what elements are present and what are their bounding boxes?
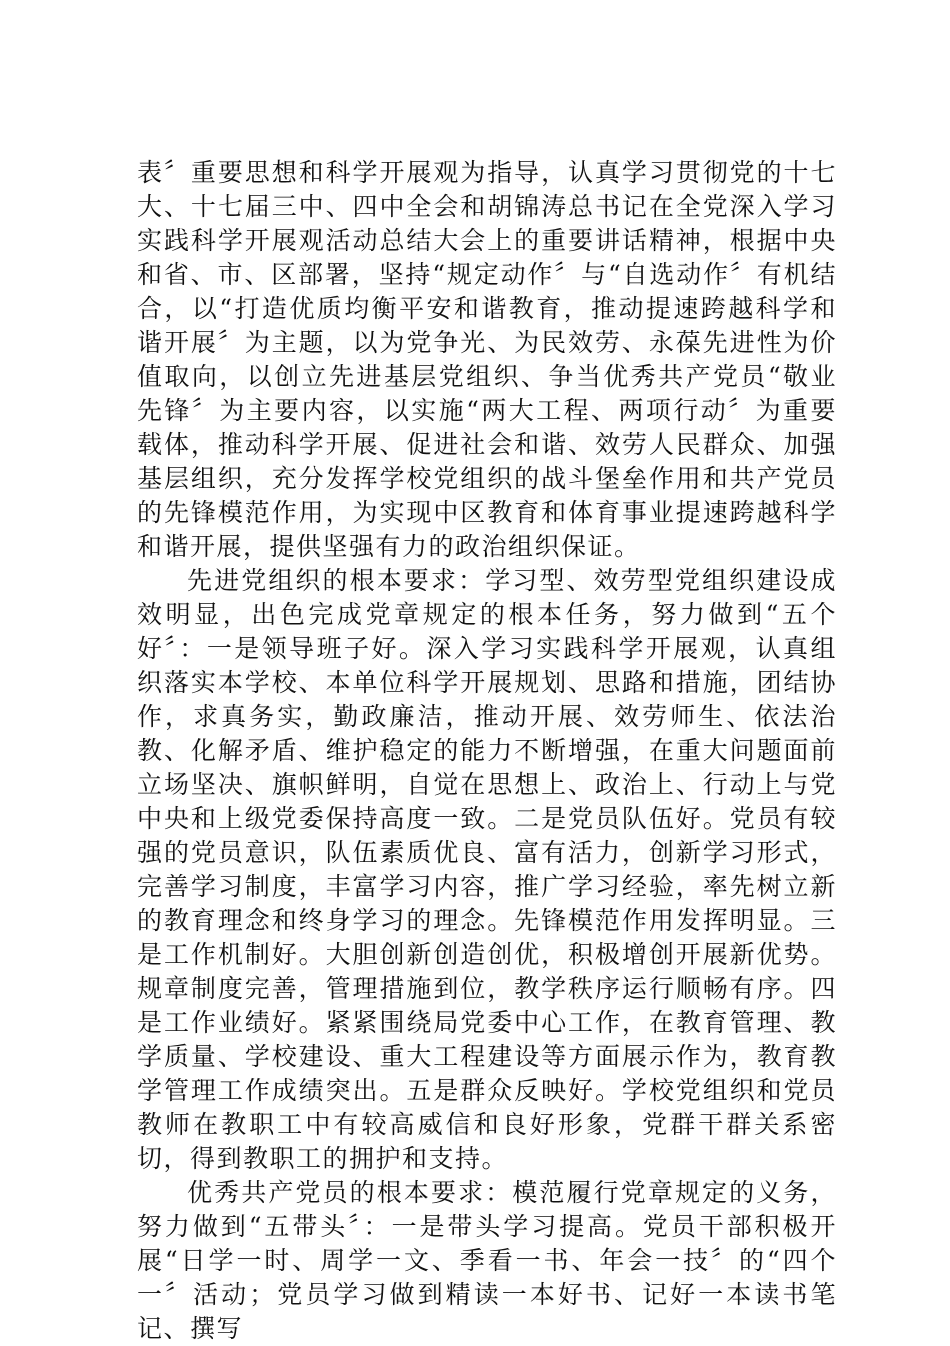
document-body — [137, 156, 837, 1346]
paragraph-excellent-party-member: 优秀共产党员的根本要求：模范履行党章规定的义务，努力做到“五带头〞：一是带头学习提高。党员干部积极开展“日学一时、周学一文、季看一书、年会一技〞的“四个一〞活动；党员学习做到精读一本好书、记好一本读书笔记、撰写 — [137, 1178, 837, 1343]
paragraph-advanced-party-organization: 先进党组织的根本要求：学习型、效劳型党组织建设成效明显，出色完成党章规定的根本任务，努力做到“五个好〞：一是领导班子好。深入学习实践科学开展观，认真组织落实本学校、本单位科学开展规划、思路和措施，团结协作，求真务实，勤政廉洁，推动开展、效劳师生、依法治教、化解矛盾、维护稳定的能力不断增强，在重大问题面前立场坚决、旗帜鲜明，自觉在思想上、政治上、行动上与党中央和上级党委保持高度一致。二是党员队伍好。党员有较强的党员意识，队伍素质优良、富有活力，创新学习形式，完善学习制度，丰富学习内容，推广学习经验，率先树立新的教育理念和终身学习的理念。先锋模范作用发挥明显。三是工作机制好。大胆创新创造创优，积极增创开展新优势。规章制度完善，管理措施到位，教学秩序运行顺畅有序。四是工作业绩好。紧紧围绕局党委中心工作，在教育管理、教学质量、学校建设、重大工程建设等方面展示作为，教育教学管理工作成绩突出。五是群众反映好。学校党组织和党员教师在教职工中有较高威信和良好形象，党群干群关系密切，得到教职工的拥护和支持。 — [137, 566, 837, 1173]
paragraph-guiding-ideology: 表〞重要思想和科学开展观为指导，认真学习贯彻党的十七大、十七届三中、四中全会和胡锦涛总书记在全党深入学习实践科学开展观活动总结大会上的重要讲话精神，根据中央和省、市、区部署，坚持“规定动作〞与“自选动作〞有机结合，以“打造优质均衡平安和谐教育，推动提速跨越科学和谐开展〞为主题，以为党争光、为民效劳、永葆先进性为价值取向，以创立先进基层党组织、争当优秀共产党员“敬业先锋〞为主要内容，以实施“两大工程、两项行动〞为重要载体，推动科学开展、促进社会和谐、效劳人民群众、加强基层组织，充分发挥学校党组织的战斗堡垒作用和共产党员的先锋模范作用，为实现中区教育和体育事业提速跨越科学和谐开展，提供坚强有力的政治组织保证。 — [137, 158, 837, 561]
